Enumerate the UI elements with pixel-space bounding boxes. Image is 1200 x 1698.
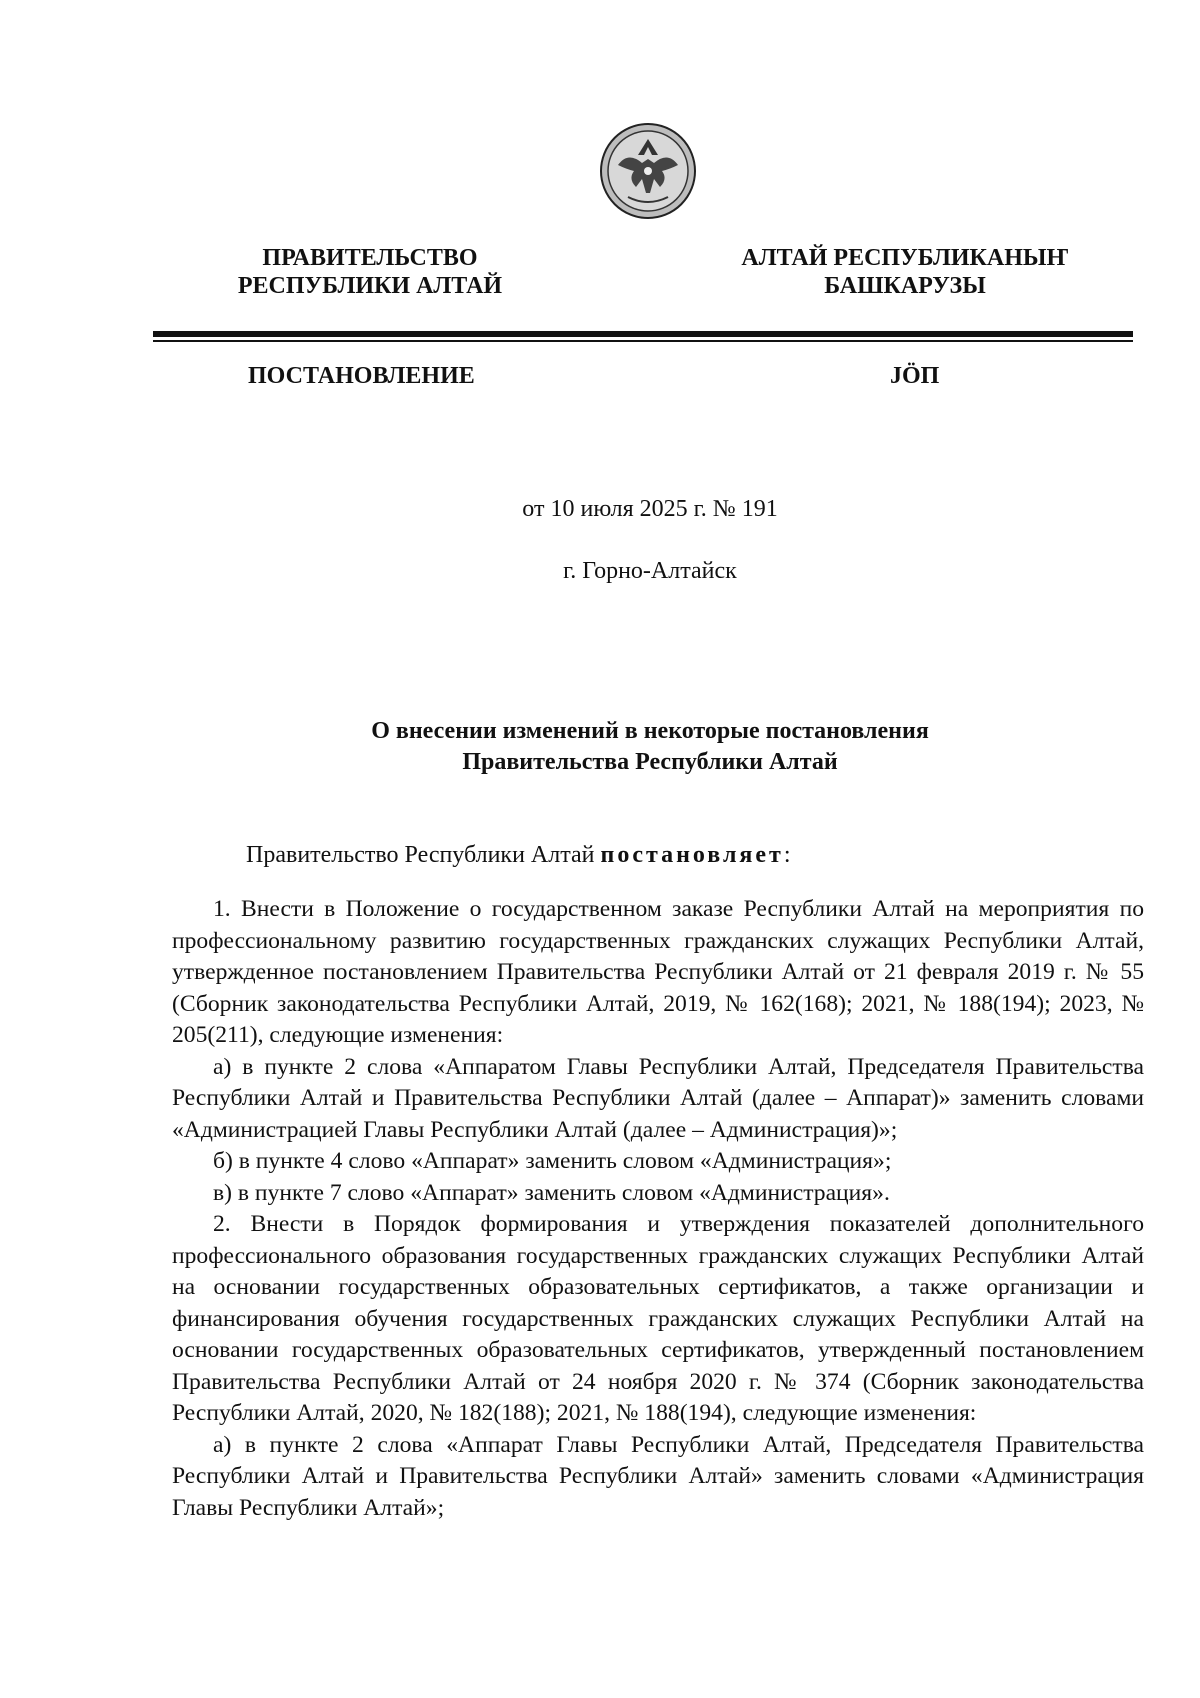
header-divider bbox=[153, 331, 1133, 337]
org-name-russian bbox=[220, 244, 520, 300]
preamble-verb: постановляет bbox=[600, 842, 784, 868]
preamble bbox=[246, 840, 791, 870]
org-name-line: БАШКАРУЗЫ bbox=[824, 273, 986, 299]
paragraph: 2. Внести в Порядок формирования и утверждения показателей дополнительного профессионального образования государственных гражданских служащих Республики Алтай на основании государственных образовательных сертификатов, а также организации и финансирования обучения государственных гражданских служащих Республики Алтай на основании государственных образовательных сертификатов, утвержденный постановлением Правительства Республики Алтай от 24 ноября 2020 г. № 374 (Сборник законодательства Республики Алтай, 2020, № 182(188); 2021, № 188(194), следующие изменения: bbox=[172, 1211, 1144, 1426]
title-line: О внесении изменений в некоторые постановления bbox=[371, 718, 929, 744]
document-city: г. Горно-Алтайск bbox=[563, 558, 737, 584]
doc-type-russian: ПОСТАНОВЛЕНИЕ bbox=[248, 363, 475, 389]
paragraph: 1. Внести в Положение о государственном заказе Республики Алтай на мероприятия по профессиональному развитию государственных гражданских служащих Республики Алтай, утвержденное постановлением Правительства Республики Алтай от 21 февраля 2019 г. № 55 (Сборник законодательства Республики Алтай, 2019, № 162(168); 2021, № 188(194); 2023, № 205(211), следующие изменения: bbox=[172, 896, 1144, 1048]
preamble-lead: Правительство Республики Алтай bbox=[246, 842, 601, 868]
title-line: Правительства Республики Алтай bbox=[462, 749, 838, 775]
org-name-line: РЕСПУБЛИКИ АЛТАЙ bbox=[237, 273, 503, 299]
document-body bbox=[172, 894, 1144, 1524]
document-title bbox=[250, 716, 1050, 778]
paragraph: б) в пункте 4 слово «Аппарат» заменить словом «Администрация»; bbox=[213, 1148, 892, 1174]
doc-type-altai: ЈӦП bbox=[890, 363, 940, 389]
preamble-tail: : bbox=[783, 842, 791, 868]
paragraph: а) в пункте 2 слова «Аппаратом Главы Республики Алтай, Председателя Правительства Республики Алтай и Правительства Республики Алтай (далее – Аппарат)» заменить словами «Администрацией Главы Республики Алтай (далее – Администрация)»; bbox=[172, 1053, 1144, 1143]
paragraph: а) в пункте 2 слова «Аппарат Главы Республики Алтай, Председателя Правительства Республики Алтай и Правительства Республики Алтай» заменить словами «Администрация Главы Республики Алтай»; bbox=[172, 1431, 1144, 1521]
document-date: от 10 июля 2025 г. № 191 bbox=[522, 496, 778, 522]
org-name-line: ПРАВИТЕЛЬСТВО bbox=[262, 245, 478, 271]
org-name-line: АЛТАЙ РЕСПУБЛИКАНЫҤ bbox=[741, 245, 1069, 271]
header-divider-thin bbox=[153, 340, 1133, 342]
altai-coat-of-arms-icon bbox=[598, 121, 698, 221]
org-name-altai bbox=[715, 244, 1095, 300]
paragraph: в) в пункте 7 слово «Аппарат» заменить словом «Администрация». bbox=[213, 1179, 890, 1206]
